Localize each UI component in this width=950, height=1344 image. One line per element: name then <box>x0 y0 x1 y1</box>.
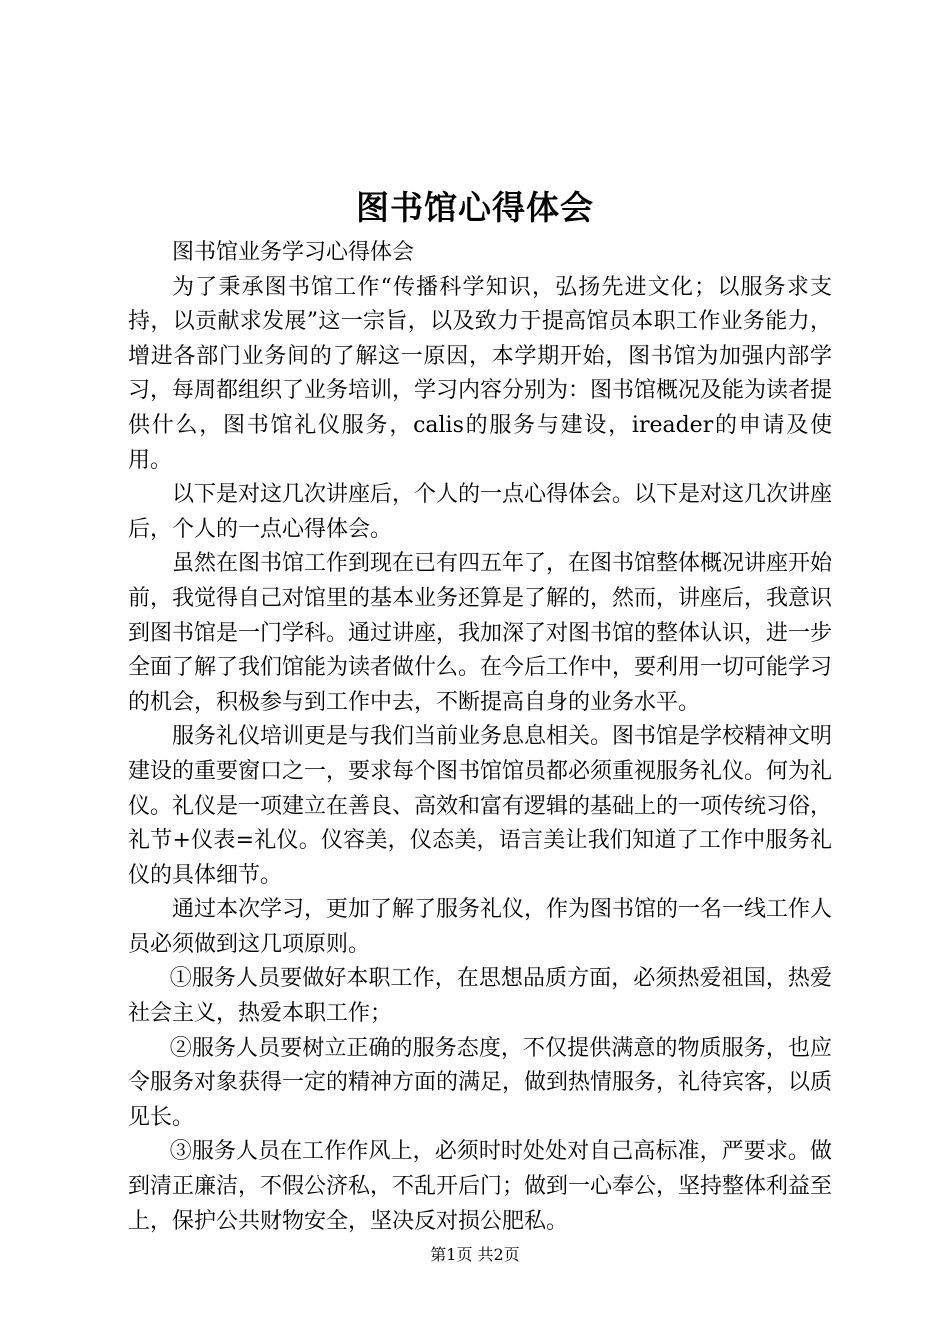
intro-paragraph: 为了秉承图书馆工作“传播科学知识，弘扬先进文化；以服务求支持，以贡献求发展”这一宗旨，以及致力于提高馆员本职工作业务能力，增进各部门业务间的了解这一原因，本学期开始，图书馆为加强内部学习，每周都组织了业务培训，学习内容分别为：图书馆概况及能为读者提供什么，图书馆礼仪服务，calis的服务与建设，ireader的申请及使用。 <box>128 274 833 473</box>
subtitle-paragraph: 图书馆业务学习心得体会 <box>172 240 415 265</box>
principle-item-1: ①服务人员要做好本职工作，在思想品质方面，必须热爱祖国，热爱社会主义，热爱本职工作； <box>128 966 832 1027</box>
page-footer: 第1页 共2页 <box>430 1245 520 1264</box>
principle-item-3: ③服务人员在工作作风上，必须时时处处对自己高标准，严要求。做到清正廉洁，不假公济私，不乱开后门；做到一心奉公，坚持整体利益至上，保护公共财物安全，坚决反对损公肥私。 <box>128 1139 833 1234</box>
body-paragraph: 服务礼仪培训更是与我们当前业务息息相关。图书馆是学校精神文明建设的重要窗口之一，要求每个图书馆馆员都必须重视服务礼仪。何为礼仪。礼仪是一项建立在善良、高效和富有逻辑的基础上的一项传统习俗，礼节+仪表=礼仪。仪容美，仪态美，语言美让我们知道了工作中服务礼仪的具体细节。 <box>128 724 833 888</box>
document-body <box>128 236 832 1239</box>
body-paragraph: 通过本次学习，更加了解了服务礼仪，作为图书馆的一名一线工作人员必须做到这几项原则。 <box>128 897 833 957</box>
document-title: 图书馆心得体会 <box>356 188 594 227</box>
body-paragraph: 虽然在图书馆工作到现在已有四五年了，在图书馆整体概况讲座开始前，我觉得自己对馆里的基本业务还算是了解的，然而，讲座后，我意识到图书馆是一门学科。通过讲座，我加深了对图书馆的整体认识，进一步全面了解了我们馆能为读者做什么。在今后工作中，要利用一切可能学习的机会，积极参与到工作中去，不断提高自身的业务水平。 <box>128 551 833 715</box>
principle-item-2: ②服务人员要树立正确的服务态度，不仅提供满意的物质服务，也应令服务对象获得一定的精神方面的满足，做到热情服务，礼待宾客，以质见长。 <box>128 1035 833 1130</box>
body-paragraph: 以下是对这几次讲座后，个人的一点心得体会。以下是对这几次讲座后，个人的一点心得体会。 <box>128 482 833 542</box>
